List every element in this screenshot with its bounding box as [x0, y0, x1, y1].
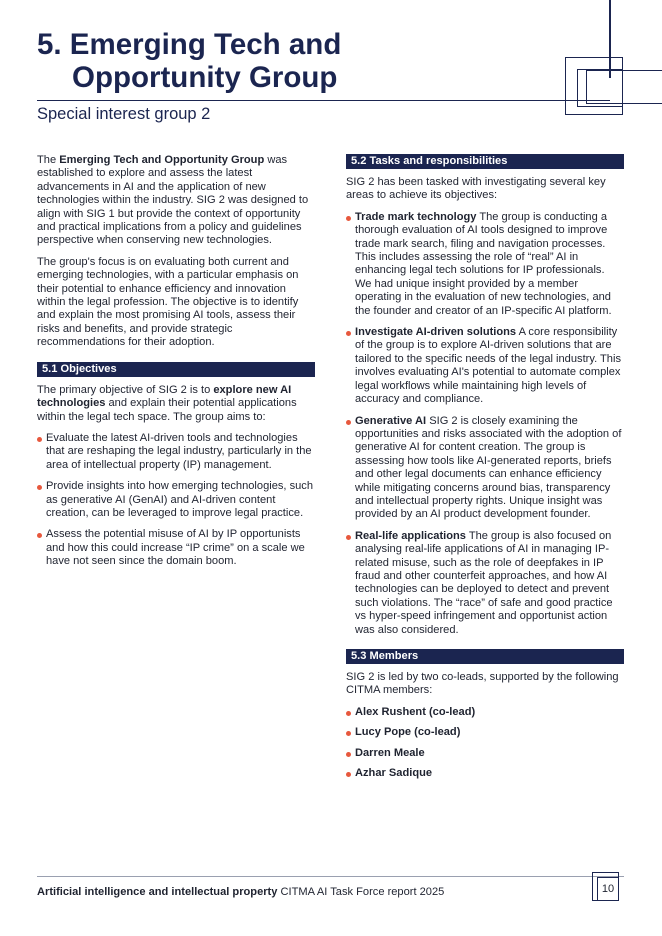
section-heading-members: 5.3 Members [346, 649, 624, 664]
bullet-dot-icon [346, 731, 351, 736]
objectives-list [37, 432, 315, 569]
list-item: Evaluate the latest AI-driven tools and technologies that are reshaping the legal industry, particularly in the area of intellectual property (IP) management. [37, 432, 315, 472]
list-item: Darren Meale [346, 747, 624, 760]
section-heading-tasks: 5.2 Tasks and responsibilities [346, 154, 624, 169]
title-line-2: Opportunity Group [72, 61, 338, 94]
footer-rule [37, 876, 624, 877]
tasks-lead: SIG 2 has been tasked with investigating several key areas to achieve its objectives: [346, 176, 606, 202]
bullet-dot-icon [346, 711, 351, 716]
list-item: Trade mark technology The group is conducting a thorough evaluation of AI tools designed to improve trade mark search, filing and navigation processes. This includes assessing the role of “real” AI in enhancing legal tech solutions for IP professionals. We had unique insight provided by a member operating in the evaluation of new technologies, and the founder and creator of an IP-specific AI platform. [346, 211, 624, 318]
list-item: Generative AI SIG 2 is closely examining the opportunities and risks associated with the adoption of generative AI for content creation. The group is assessing how tools like AI-generated reports, briefs and other legal documents can enhance efficiency while mitigating concerns around bias, transparency and intellectual property rights. Unique insight was provided by an AI product development founder. [346, 415, 624, 522]
tasks-list [346, 211, 624, 637]
bullet-dot-icon [346, 752, 351, 757]
list-item: Azhar Sadique [346, 767, 624, 780]
bullet-dot-icon [37, 533, 42, 538]
bullet-dot-icon [346, 420, 351, 425]
footer-text: Artificial intelligence and intellectual property CITMA AI Task Force report 2025 [37, 886, 445, 898]
decor-frame-right [586, 70, 662, 104]
bullet-dot-icon [346, 772, 351, 777]
bullet-dot-icon [346, 535, 351, 540]
title-line-1: 5. Emerging Tech and [37, 28, 342, 61]
page-title [37, 28, 341, 94]
intro-paragraph-1: The Emerging Tech and Opportunity Group was established to explore and assess the latest advancements in AI and the application of new technologies within the industry. SIG 2 was designed to align with SIG 1 but provide the context of opportunity and practical implications from a policy and guidelines perspective when conserving new technologies. [37, 154, 309, 247]
right-column [346, 154, 624, 787]
members-lead: SIG 2 is led by two co-leads, supported by the following CITMA members: [346, 671, 619, 697]
left-column [37, 154, 315, 577]
list-item: Lucy Pope (co-lead) [346, 726, 624, 739]
bullet-dot-icon [37, 485, 42, 490]
bullet-dot-icon [346, 216, 351, 221]
bullet-dot-icon [37, 437, 42, 442]
bullet-dot-icon [346, 331, 351, 336]
list-item: Alex Rushent (co-lead) [346, 706, 624, 719]
intro-paragraph-2: The group's focus is on evaluating both current and emerging technologies, with a particular emphasis on their potential to enhance efficiency and innovation within the legal profession. The objective is to identify and explain the most promising AI tools, assess their risks and benefits, and provide strategic recommendations for their adoption. [37, 255, 299, 349]
list-item: Real-life applications The group is also focused on analysing real-life applications of AI in managing IP-related misuse, such as the role of deepfakes in IP fraud and other counterfeit approaches, and how AI technologies can be deployed to detect and prevent such violations. The “race” of safe and good practice vs hyper-speed infringement and opportunist action was also considered. [346, 530, 624, 637]
list-item: Assess the potential misuse of AI by IP opportunists and how this could increase “IP crime” on a scale we have not seen since the domain boom. [37, 528, 315, 568]
section-heading-objectives: 5.1 Objectives [37, 362, 315, 377]
list-item: Investigate AI-driven solutions A core responsibility of the group is to explore AI-driven solutions that are tailored to the specific needs of the legal industry. This involves evaluating AI's potential to automate complex legal workflows while maintaining high levels of accuracy and compliance. [346, 326, 624, 406]
title-rule [37, 100, 610, 101]
members-list [346, 706, 624, 781]
page-subtitle: Special interest group 2 [37, 105, 211, 123]
page-number: 10 [597, 877, 619, 901]
objectives-lead: The primary objective of SIG 2 is to explore new AI technologies and explain their potential applications within the legal tech space. The group aims to: [37, 383, 297, 423]
list-item: Provide insights into how emerging technologies, such as generative AI (GenAI) and AI-driven content creation, can be leveraged to improve legal practice. [37, 480, 315, 520]
